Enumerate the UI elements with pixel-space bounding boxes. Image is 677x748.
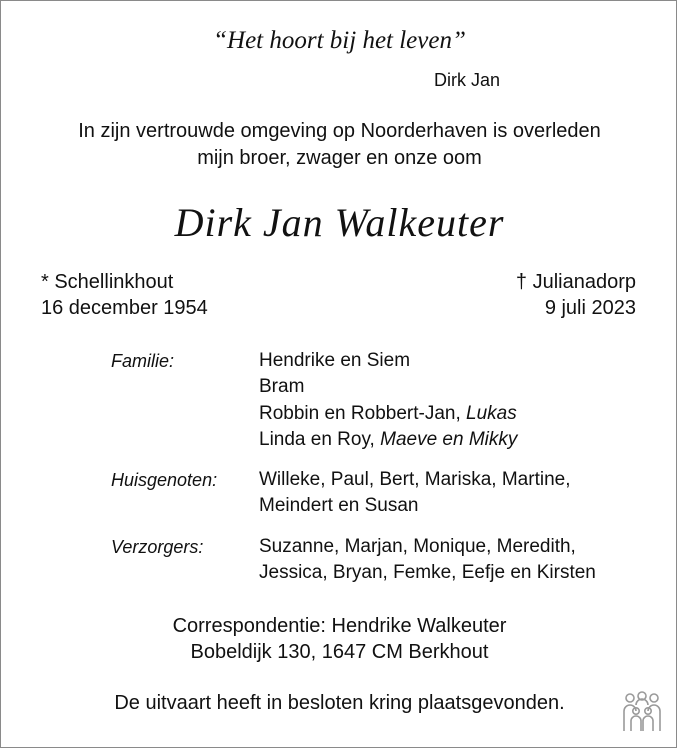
death-place: † Julianadorp <box>515 271 636 293</box>
family-line-text: Robbin en Robbert-Jan, <box>259 403 461 424</box>
intro-line-1: In zijn vertrouwde omgeving op Noorderhaven is overleden <box>78 120 601 142</box>
family-line-text: Bram <box>259 376 305 397</box>
family-line-italic: Maeve en Mikky <box>380 429 518 450</box>
housemates-line-text: Meindert en Susan <box>259 495 419 516</box>
caregivers-line <box>259 536 576 558</box>
housemates-line <box>259 469 570 491</box>
family-line-text: Linda en Roy, <box>259 429 375 450</box>
quote-text: “Het hoort bij het leven” <box>213 27 466 54</box>
intro-line-2: mijn broer, zwager en onze oom <box>197 147 482 169</box>
family-line-italic: Lukas <box>466 403 517 424</box>
caregivers-line <box>259 562 596 584</box>
group-label-verzorgers: Verzorgers: <box>111 537 204 557</box>
family-people-icon <box>619 691 665 733</box>
caregivers-line-text: Jessica, Bryan, Femke, Eefje en Kirsten <box>259 562 596 583</box>
birth-place: * Schellinkhout <box>41 271 174 293</box>
birth-date: 16 december 1954 <box>41 297 208 319</box>
housemates-line <box>259 495 419 517</box>
deceased-name: Dirk Jan Walkeuter <box>174 200 505 245</box>
correspondence-address: Bobeldijk 130, 1647 CM Berkhout <box>190 641 489 663</box>
quote-author: Dirk Jan <box>434 70 501 90</box>
death-date: 9 juli 2023 <box>544 297 636 319</box>
family-line-text: Hendrike en Siem <box>259 350 411 371</box>
group-label-familie: Familie: <box>111 351 175 371</box>
family-line <box>259 429 517 451</box>
correspondence-line-1: Correspondentie: Hendrike Walkeuter <box>172 615 507 637</box>
family-line <box>259 403 517 425</box>
housemates-line-text: Willeke, Paul, Bert, Mariska, Martine, <box>259 469 571 490</box>
family-line <box>259 376 304 398</box>
funeral-note: De uitvaart heeft in besloten kring plaatsgevonden. <box>114 692 565 714</box>
group-label-huisgenoten: Huisgenoten: <box>111 470 218 490</box>
caregivers-line-text: Suzanne, Marjan, Monique, Meredith, <box>259 536 576 557</box>
family-line <box>259 350 410 372</box>
